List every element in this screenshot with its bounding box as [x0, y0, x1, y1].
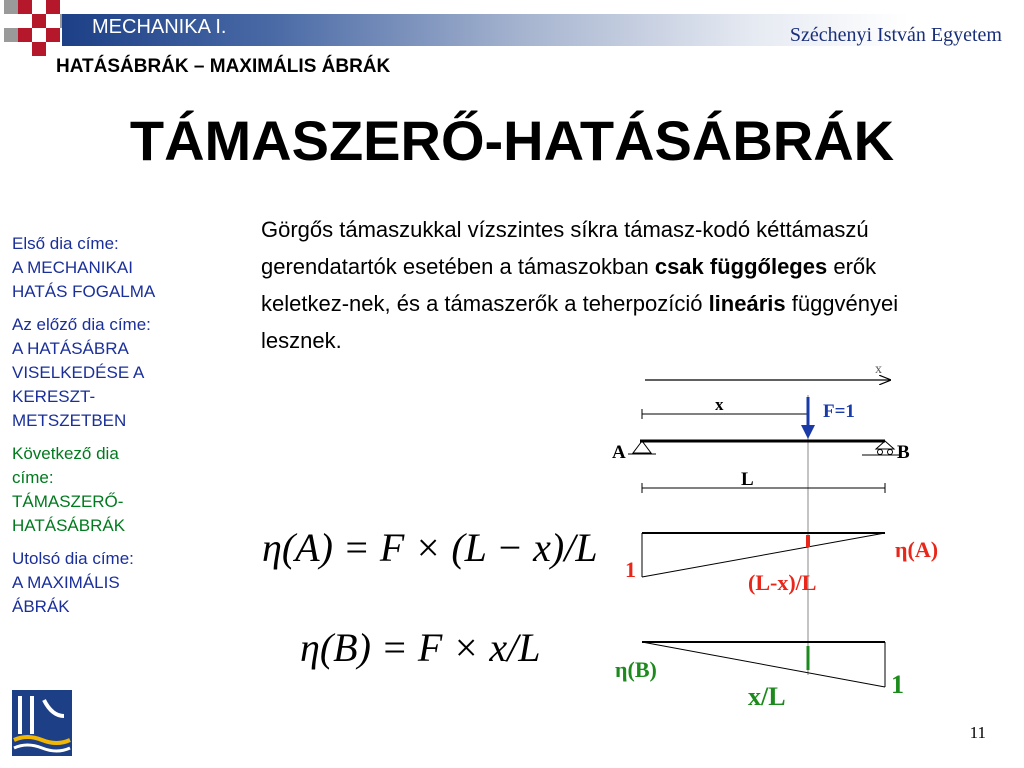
eta-b-influence-line	[642, 642, 885, 687]
nav-next-heading: Következő dia	[12, 444, 119, 463]
body-text-part-2: erők keletkez-nek, és a támaszerők a teherpozíció	[261, 254, 877, 316]
nav-next-slide[interactable]	[12, 442, 217, 538]
body-bold-vertical: csak függőleges	[654, 254, 828, 279]
nav-next-heading-2: címe:	[12, 468, 54, 487]
course-title: MECHANIKA I.	[92, 16, 227, 38]
equation-eta-b: η(B) = F × x/L	[300, 625, 541, 670]
body-text-part-3: függvényei lesznek.	[261, 291, 899, 353]
university-name: Széchenyi István Egyetem	[789, 24, 1002, 46]
nav-last-line-1: A MAXIMÁLIS	[12, 573, 120, 592]
eta-a-value-label: (L-x)/L	[748, 570, 817, 595]
nav-first-heading: Első dia címe:	[12, 234, 119, 253]
nav-next-line-1: TÁMASZERŐ-	[12, 492, 124, 511]
x-dimension-label: x	[715, 395, 724, 414]
support-a-pin-icon	[633, 441, 651, 453]
body-bold-linear: lineáris	[708, 291, 786, 316]
slide-number: 11	[969, 723, 986, 742]
force-arrowhead-icon	[801, 425, 815, 439]
nav-previous-line-3: KERESZT-	[12, 387, 96, 406]
slide-title: TÁMASZERŐ-HATÁSÁBRÁK	[129, 109, 895, 172]
nav-previous-line-2: VISELKEDÉSE A	[12, 363, 145, 382]
force-label: F=1	[823, 401, 855, 422]
length-label: L	[741, 469, 754, 490]
sidebar-navigation	[12, 232, 217, 628]
nav-previous-line-1: A HATÁSÁBRA	[12, 339, 129, 358]
eta-b-value-label: x/L	[748, 682, 786, 711]
body-text-part-1: Görgős támaszukkal vízszintes síkra támasz-kodó kéttámaszú gerendatartók esetében a támaszokban	[261, 217, 869, 279]
eta-b-one-label: 1	[891, 670, 904, 699]
nav-first-line-1: A MECHANIKAI	[12, 258, 133, 277]
nav-first-slide[interactable]	[12, 232, 217, 304]
nav-first-line-2: HATÁS FOGALMA	[12, 282, 156, 301]
beam-influence-diagram	[600, 355, 990, 720]
nav-next-line-2: HATÁSÁBRÁK	[12, 516, 126, 535]
eta-a-label: η(A)	[895, 537, 939, 562]
university-emblem-icon	[12, 690, 72, 756]
eta-b-label: η(B)	[615, 657, 657, 682]
equation-eta-a: η(A) = F × (L − x)/L	[262, 525, 598, 570]
body-paragraph	[261, 211, 941, 359]
eta-a-one-label: 1	[625, 557, 636, 582]
nav-last-heading: Utolsó dia címe:	[12, 549, 134, 568]
nav-previous-heading: Az előző dia címe:	[12, 315, 151, 334]
section-subtitle: HATÁSÁBRÁK – MAXIMÁLIS ÁBRÁK	[56, 56, 391, 77]
nav-last-slide[interactable]	[12, 547, 217, 619]
support-a-label: A	[612, 442, 626, 463]
nav-last-line-2: ÁBRÁK	[12, 597, 70, 616]
nav-previous-slide[interactable]	[12, 313, 217, 433]
x-axis-label: x	[875, 362, 882, 377]
nav-previous-line-4: METSZETBEN	[12, 411, 127, 430]
support-b-label: B	[897, 442, 910, 463]
